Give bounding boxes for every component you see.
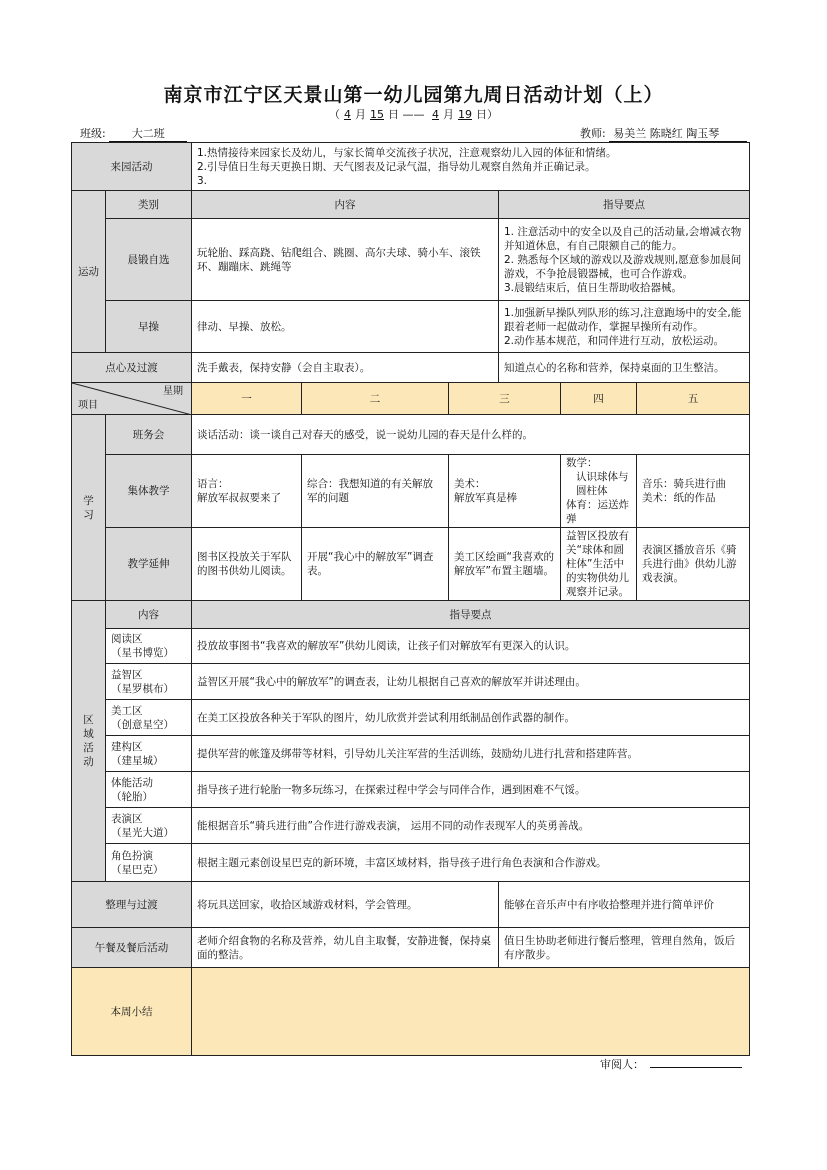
day-tue: 二: [302, 383, 449, 415]
drill-guide-1: 1.加强新早操队列队形的练习,注意跑场中的安全,能跟着老师一起做动作，掌握早操所有动作。: [504, 306, 742, 333]
group-mon: 语言： 解放军叔叔要来了: [192, 455, 302, 528]
day-mon: 一: [192, 383, 302, 415]
morning-label: 晨锻自选: [106, 219, 192, 301]
day-unit: 日: [476, 108, 487, 121]
drill-label: 早操: [106, 301, 192, 353]
month-unit: 月: [355, 108, 366, 121]
group-fri: 音乐：骑兵进行曲 美术：纸的作品: [637, 455, 750, 528]
summary-content[interactable]: [192, 968, 750, 1056]
area-guide: 在美工区投放各种关于军队的图片，幼儿欣赏并尝试利用纸制品创作武器的制作。: [192, 700, 750, 736]
area-header-row: [72, 601, 750, 629]
area-guide: 益智区开展“我心中的解放军”的调查表，让幼儿根据自己喜欢的解放军并讲述理由。: [192, 664, 750, 700]
corner-top: 星期: [163, 386, 183, 397]
area-guide: 根据主题元素创设星巴克的新环境，丰富区域材料，指导孩子进行角色表演和合作游戏。: [192, 844, 750, 882]
start-month: 4: [344, 108, 351, 121]
morning-row: [72, 219, 750, 301]
end-day: 19: [458, 108, 472, 121]
area-row-build: [72, 736, 750, 772]
start-day: 15: [370, 108, 384, 121]
extend-fri: 表演区播放音乐《骑兵进行曲》供幼儿游戏表演。: [637, 528, 750, 601]
weekday-header-row: [72, 383, 750, 415]
col-content: 内容: [192, 191, 499, 219]
teacher-label: 教师:: [580, 127, 606, 140]
area-guide: 能根据音乐“骑兵进行曲”合作进行游戏表演， 运用不同的动作表现军人的英勇善战。: [192, 808, 750, 844]
day-wed: 三: [449, 383, 561, 415]
group-wed: 美术： 解放军真是棒: [449, 455, 561, 528]
area-row-sports: [72, 772, 750, 808]
area-row-reading: [72, 629, 750, 664]
col-guide: 指导要点: [499, 191, 750, 219]
area-row-art: [72, 700, 750, 736]
snack-content: 洗手戴表，保持安静（会自主取表）。: [192, 353, 499, 383]
summary-label: 本周小结: [72, 968, 192, 1056]
area-row-puzzle: [72, 664, 750, 700]
month-unit: 月: [443, 108, 454, 121]
arrival-label: 来园活动: [72, 143, 192, 191]
morning-guide-3: 3.晨锻结束后，值日生帮助收拾器械。: [504, 281, 683, 294]
area-name: 美工区 （创意星空）: [106, 700, 192, 736]
teacher-info: [580, 125, 747, 142]
area-guide: 投放故事图书“我喜欢的解放军”供幼儿阅读，让孩子们对解放军有更深入的认识。: [192, 629, 750, 664]
duty-content: 谈话活动：谈一谈自己对春天的感受，说一说幼儿园的春天是什么样的。: [192, 415, 750, 455]
duty-row: [72, 415, 750, 455]
tidy-content: 将玩具送回家，收拾区域游戏材料，学会管理。: [192, 882, 499, 928]
area-name: 阅读区 （星书博览）: [106, 629, 192, 664]
morning-guide-2: 2. 熟悉每个区域的游戏以及游戏规则,愿意参加晨间游戏，不争抢晨锻器械，也可合作游戏。: [504, 253, 742, 280]
area-label: 区 域 活 动: [72, 601, 106, 882]
extend-wed: 美工区绘画“我喜欢的解放军”布置主题墙。: [449, 528, 561, 601]
area-col-guide: 指导要点: [192, 601, 750, 629]
area-name: 表演区 （星光大道）: [106, 808, 192, 844]
area-col-content: 内容: [106, 601, 192, 629]
area-row-role: [72, 844, 750, 882]
teacher-value: 易美兰 陈晓红 陶玉琴: [609, 125, 747, 142]
arrival-line-2: 2.引导值日生每天更换日期、天气图表及记录气温，指导幼儿观察自然角并正确记录。: [197, 160, 596, 173]
date-close: ）: [487, 108, 498, 121]
end-month: 4: [432, 108, 439, 121]
group-thu: 数学： 认识球体与圆柱体 体育：运送炸弹: [561, 455, 637, 528]
date-range: [0, 106, 827, 122]
drill-guide: [499, 301, 750, 353]
arrival-row: [72, 143, 750, 191]
study-label: 学 习: [72, 415, 106, 601]
date-dash: ——: [402, 108, 425, 121]
morning-content: 玩轮胎、踩高跷、钻爬组合、跳圈、高尔夫球、骑小车、滚铁环、蹦蹦床、跳绳等: [192, 219, 499, 301]
tidy-label: 整理与过渡: [72, 882, 192, 928]
week-corner: [72, 383, 192, 415]
drill-guide-2: 2.动作基本规范，和同伴进行互动，放松运动。: [504, 334, 725, 347]
day-fri: 五: [637, 383, 750, 415]
class-label: 班级:: [80, 127, 106, 140]
drill-content: 律动、早操、放松。: [192, 301, 499, 353]
day-thu: 四: [561, 383, 637, 415]
extend-label: 教学延伸: [106, 528, 192, 601]
tidy-guide: 能够在音乐声中有序收拾整理并进行简单评价: [499, 882, 750, 928]
arrival-line-3: 3.: [197, 174, 208, 187]
snack-label: 点心及过渡: [72, 353, 192, 383]
reviewer-field: [600, 1056, 742, 1072]
exercise-header-row: [72, 191, 750, 219]
area-name: 建构区 （建星城）: [106, 736, 192, 772]
lunch-content: 老师介绍食物的名称及营养，幼儿自主取餐，安静进餐，保持桌面的整洁。: [192, 928, 499, 968]
extend-row: [72, 528, 750, 601]
extend-tue: 开展“我心中的解放军”调查表。: [302, 528, 449, 601]
area-name: 体能活动 （轮胎）: [106, 772, 192, 808]
lunch-label: 午餐及餐后活动: [72, 928, 192, 968]
duty-label: 班务会: [106, 415, 192, 455]
morning-guide-1: 1. 注意活动中的安全以及自己的活动量,会增减衣物并知道休息，有自己限额自己的能力。: [504, 225, 742, 252]
summary-row: [72, 968, 750, 1056]
area-row-show: [72, 808, 750, 844]
activity-plan-table: [71, 142, 750, 1056]
snack-row: [72, 353, 750, 383]
class-info: [80, 125, 187, 142]
lunch-row: [72, 928, 750, 968]
reviewer-label: 审阅人：: [600, 1058, 644, 1071]
tidy-row: [72, 882, 750, 928]
class-value: 大二班: [109, 125, 187, 142]
arrival-content: [192, 143, 750, 191]
area-guide: 提供军营的帐篷及绑带等材料，引导幼儿关注军营的生活训练，鼓励幼儿进行扎营和搭建阵营。: [192, 736, 750, 772]
snack-guide: 知道点心的名称和营养，保持桌面的卫生整洁。: [499, 353, 750, 383]
arrival-line-1: 1.热情接待来园家长及幼儿，与家长简单交流孩子状况，注意观察幼儿入园的体征和情绪。: [197, 146, 617, 159]
extend-thu: 益智区投放有关“球体和圆柱体”生活中的实物供幼儿观察并记录。: [561, 528, 637, 601]
lunch-guide: 值日生协助老师进行餐后整理，管理自然角，饭后有序散步。: [499, 928, 750, 968]
morning-guide: [499, 219, 750, 301]
corner-bottom: 项目: [78, 400, 98, 411]
drill-row: [72, 301, 750, 353]
date-open: （: [329, 108, 340, 121]
group-row: [72, 455, 750, 528]
area-name: 益智区 （星罗棋布）: [106, 664, 192, 700]
group-tue: 综合：我想知道的有关解放军的问题: [302, 455, 449, 528]
exercise-label: 运动: [72, 191, 106, 353]
extend-mon: 图书区投放关于军队的图书供幼儿阅读。: [192, 528, 302, 601]
day-unit: 日: [388, 108, 399, 121]
group-label: 集体教学: [106, 455, 192, 528]
page-title: 南京市江宁区天景山第一幼儿园第九周日活动计划（上）: [163, 84, 664, 106]
reviewer-signature-line[interactable]: [650, 1067, 742, 1068]
area-guide: 指导孩子进行轮胎一物多玩练习，在探索过程中学会与同伴合作，遇到困难不气馁。: [192, 772, 750, 808]
col-category: 类别: [106, 191, 192, 219]
area-name: 角色扮演 （星巴克）: [106, 844, 192, 882]
